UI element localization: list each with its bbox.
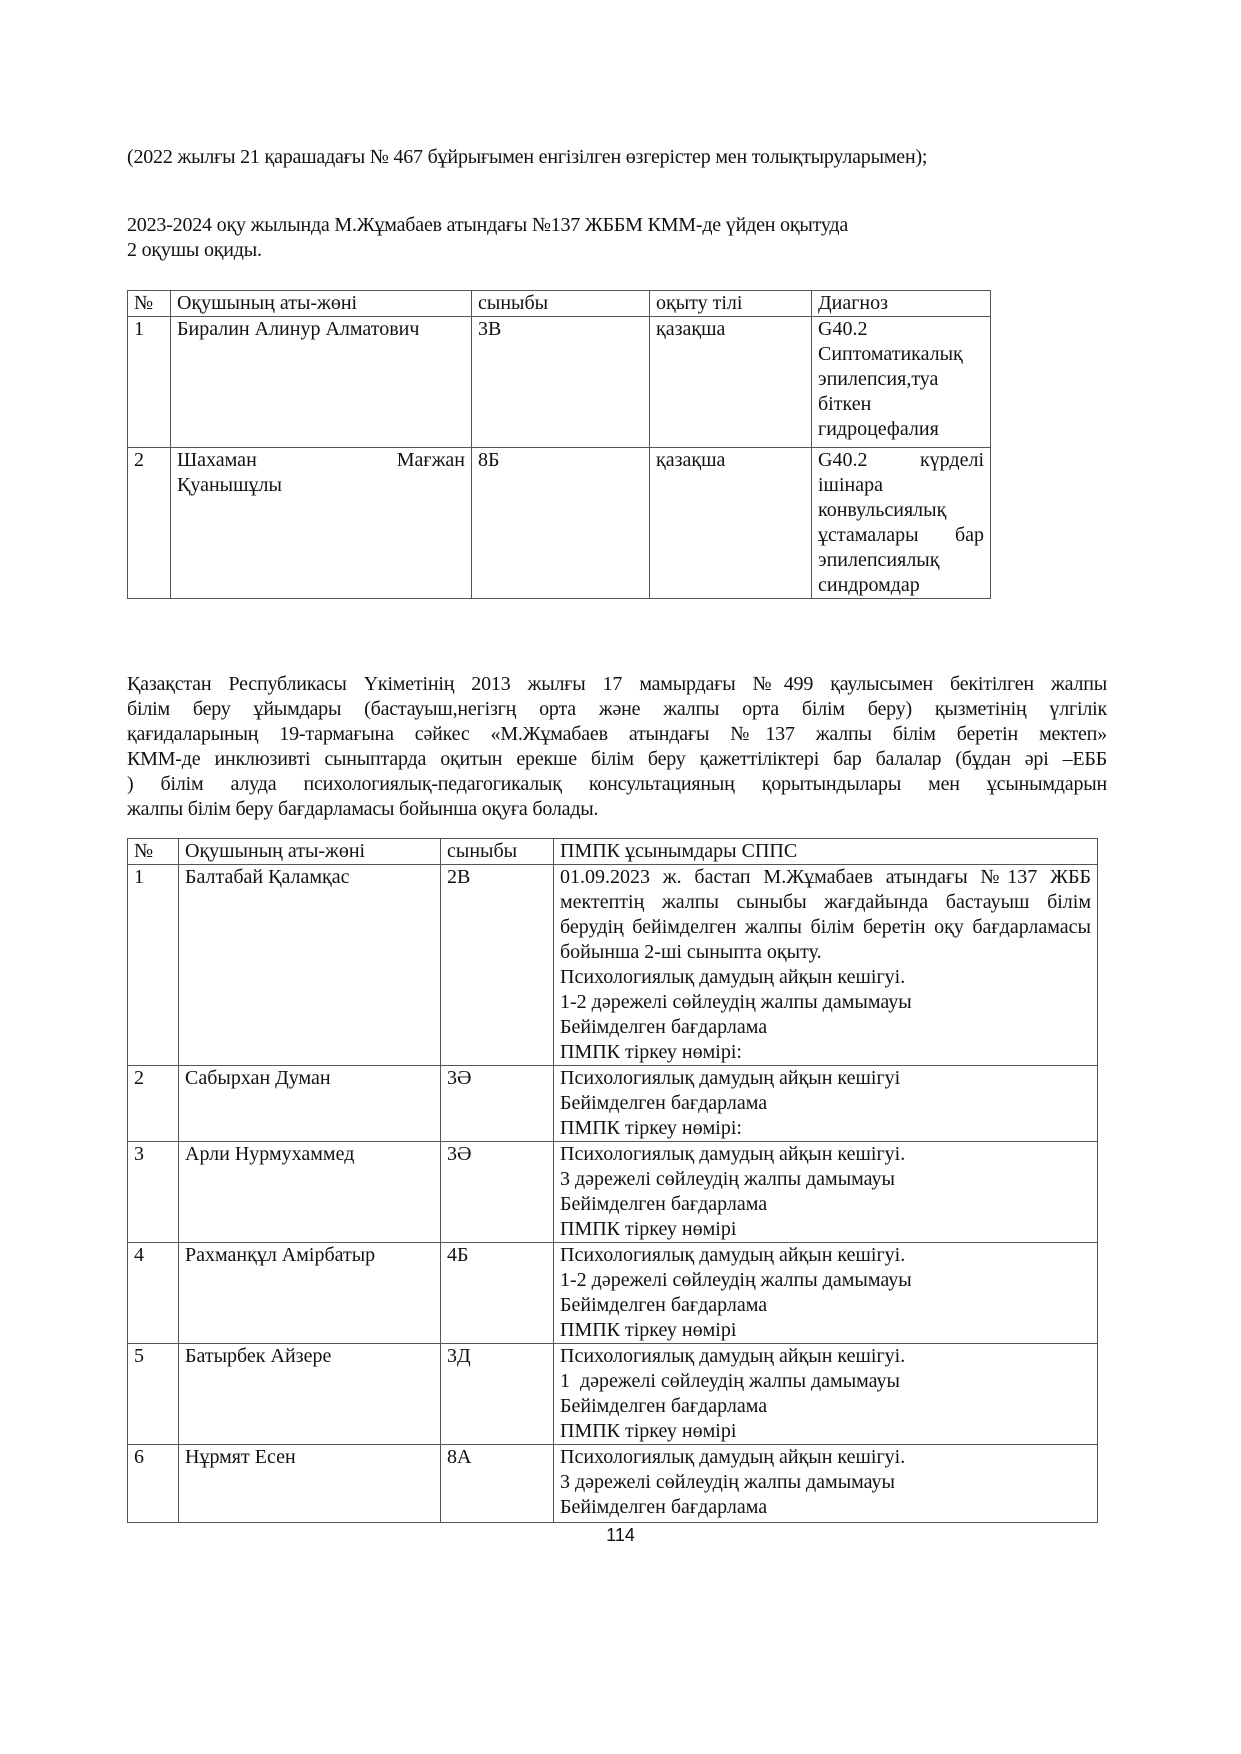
cell-language: қазақша: [650, 317, 812, 448]
name-line: [177, 448, 465, 473]
diagnosis-line: гидроцефалия: [818, 418, 939, 440]
cell-recommendations: [554, 1344, 1098, 1445]
paragraph-line: қағидаларының 19-тармағына сәйкес «М.Жұмабаев атындағы №137 жалпы білім беретін мектеп»: [127, 723, 1107, 745]
paragraph-line: ) білім алуда психологиялық-педагогикалық консультацияның қорытындылары мен ұсынымдарын: [127, 773, 1107, 795]
recommendation-line: Бейімделген бағдарлама: [560, 1496, 768, 1518]
diagnosis-line: G40.2: [818, 318, 868, 340]
cell-num: 6: [128, 1445, 179, 1523]
intro-line-3: 2 оқушы оқиды.: [127, 239, 262, 261]
cell-num: 1: [128, 317, 171, 448]
diagnosis-line: синдромдар: [818, 574, 920, 596]
recommendation-line: Психологиялық дамудың айқын кешігуі.: [560, 966, 906, 988]
cell-num: 4: [128, 1243, 179, 1344]
table-row: [128, 1066, 1098, 1142]
recommendation-line: Психологиялық дамудың айқын кешігуі: [560, 1067, 901, 1089]
cell-num: 2: [128, 1066, 179, 1142]
recommendation-line: Бейімделген бағдарлама: [560, 1395, 768, 1417]
cell-class: 8Б: [472, 448, 650, 599]
word: күрделі: [919, 449, 984, 471]
cell-recommendations: [554, 1243, 1098, 1344]
header-class: сыныбы: [472, 291, 650, 317]
recommendation-line: Бейімделген бағдарлама: [560, 1193, 768, 1215]
cell-num: 1: [128, 865, 179, 1066]
paragraph-line: білім беру ұйымдары (бастауыш,негізгң орта және жалпы орта білім беру) қызметінің үлгілік: [127, 698, 1107, 720]
diagnosis-line: эпилепсия,туа: [818, 368, 939, 390]
header-class: сыныбы: [441, 839, 554, 865]
header-recommendations: ПМПК ұсынымдары СППС: [554, 839, 1098, 865]
recommendation-line: 1-2 дәрежелі сөйлеудің жалпы дамымауы: [560, 991, 912, 1013]
table-row: [128, 317, 991, 448]
diagnosis-line: конвульсиялық: [818, 499, 947, 521]
recommendation-line: 1-2 дәрежелі сөйлеудің жалпы дамымауы: [560, 1269, 912, 1291]
recommendation-line: Бейімделген бағдарлама: [560, 1294, 768, 1316]
recommendation-line: ПМПК тіркеу нөмірі: [560, 1420, 737, 1442]
cell-name: Балтабай Қаламқас: [179, 865, 441, 1066]
recommendation-line: 3 дәрежелі сөйлеудің жалпы дамымауы: [560, 1168, 895, 1190]
table-row: [128, 448, 991, 599]
table-row: [128, 1243, 1098, 1344]
header-name: Оқушының аты-жөні: [179, 839, 441, 865]
cell-class: 3Ә: [441, 1066, 554, 1142]
cell-num: 5: [128, 1344, 179, 1445]
diagnosis-line: біткен: [818, 393, 872, 415]
cell-name: Сабырхан Думан: [179, 1066, 441, 1142]
cell-name: Биралин Алинур Алматович: [171, 317, 472, 448]
header-num: №: [128, 839, 179, 865]
word: бар: [954, 524, 984, 546]
cell-name: Рахманқұл Амірбатыр: [179, 1243, 441, 1344]
paragraph-line: КММ-де инклюзивті сыныптарда оқитын ерекше білім беру қажеттіліктері бар балалар (бұдан әрі –ЕББ: [127, 748, 1107, 770]
header-diagnosis: Диагноз: [812, 291, 991, 317]
word: G40.2: [818, 449, 868, 471]
diagnosis-line: Сиптоматикалық: [818, 343, 963, 365]
cell-class: 3Ә: [441, 1142, 554, 1243]
page-number: 114: [606, 1525, 635, 1545]
cell-class: 3Д: [441, 1344, 554, 1445]
word: ұстамалары: [818, 524, 919, 546]
cell-diagnosis: [812, 317, 991, 448]
cell-num: 2: [128, 448, 171, 599]
recommendation-line: 1 дәрежелі сөйлеудің жалпы дамымауы: [560, 1370, 900, 1392]
cell-name: Батырбек Айзере: [179, 1344, 441, 1445]
table-row: [128, 1344, 1098, 1445]
header-num: №: [128, 291, 171, 317]
recommendation-text: 01.09.2023 ж. бастап М.Жұмабаев атындағы №137 ЖББ мектептің жалпы сыныбы жағдайында бастауыш білім берудің бейімделген жалпы білім беретін оқу бағдарламасы бойынша 2-ші сыныпта оқыту.: [560, 866, 1091, 963]
table-row: [128, 1142, 1098, 1243]
table-row: [128, 865, 1098, 1066]
recommendation-line: Психологиялық дамудың айқын кешігуі.: [560, 1143, 906, 1165]
recommendation-line: Бейімделген бағдарлама: [560, 1016, 768, 1038]
table-header-row: [128, 291, 991, 317]
cell-num: 3: [128, 1142, 179, 1243]
cell-recommendations: [554, 1445, 1098, 1523]
word: Шахаман: [177, 449, 257, 471]
recommendation-line: Психологиялық дамудың айқын кешігуі.: [560, 1345, 906, 1367]
intro-line-1: (2022 жылғы 21 қарашадағы № 467 бұйрығымен енгізілген өзгерістер мен толықтыруларымен);: [127, 146, 928, 168]
cell-recommendations: [554, 865, 1098, 1066]
paragraph-line: жалпы білім беру бағдарламасы бойынша оқуға болады.: [127, 798, 599, 820]
cell-recommendations: [554, 1066, 1098, 1142]
word: Мағжан: [396, 449, 465, 471]
recommendation-line: ПМПК тіркеу нөмірі:: [560, 1041, 742, 1063]
recommendation-line: Психологиялық дамудың айқын кешігуі.: [560, 1244, 906, 1266]
diagnosis-line: эпилепсиялық: [818, 549, 940, 571]
recommendation-line: ПМПК тіркеу нөмірі:: [560, 1117, 742, 1139]
table-row: [128, 1445, 1098, 1523]
name-line: Қуанышұлы: [177, 474, 282, 496]
header-language: оқыту тілі: [650, 291, 812, 317]
recommendation-line: Психологиялық дамудың айқын кешігуі.: [560, 1446, 906, 1468]
recommendation-line: Бейімделген бағдарлама: [560, 1092, 768, 1114]
diagnosis-line: [818, 523, 984, 548]
cell-language: қазақша: [650, 448, 812, 599]
cell-name: [171, 448, 472, 599]
paragraph-line: Қазақстан Республикасы Үкіметінің 2013 жылғы 17 мамырдағы №499 қаулысымен бекітілген жалпы: [127, 673, 1107, 695]
diagnosis-line: [818, 448, 984, 473]
table-header-row: [128, 839, 1098, 865]
intro-line-2: 2023-2024 оқу жылында М.Жұмабаев атындағы №137 ЖББМ КММ-де үйден оқытуда: [127, 214, 849, 236]
recommendation-line: ПМПК тіркеу нөмірі: [560, 1218, 737, 1240]
cell-diagnosis: [812, 448, 991, 599]
cell-class: 3В: [472, 317, 650, 448]
cell-name: Нұрмят Есен: [179, 1445, 441, 1523]
header-name: Оқушының аты-жөні: [171, 291, 472, 317]
recommendation-line: ПМПК тіркеу нөмірі: [560, 1319, 737, 1341]
recommendation-line: 3 дәрежелі сөйлеудің жалпы дамымауы: [560, 1471, 895, 1493]
cell-name: Арли Нурмухаммед: [179, 1142, 441, 1243]
home-schooling-table: [127, 290, 991, 599]
cell-class: 2В: [441, 865, 554, 1066]
inclusive-education-table: [127, 838, 1098, 1523]
diagnosis-line: ішінара: [818, 474, 883, 496]
cell-class: 4Б: [441, 1243, 554, 1344]
cell-class: 8А: [441, 1445, 554, 1523]
cell-recommendations: [554, 1142, 1098, 1243]
